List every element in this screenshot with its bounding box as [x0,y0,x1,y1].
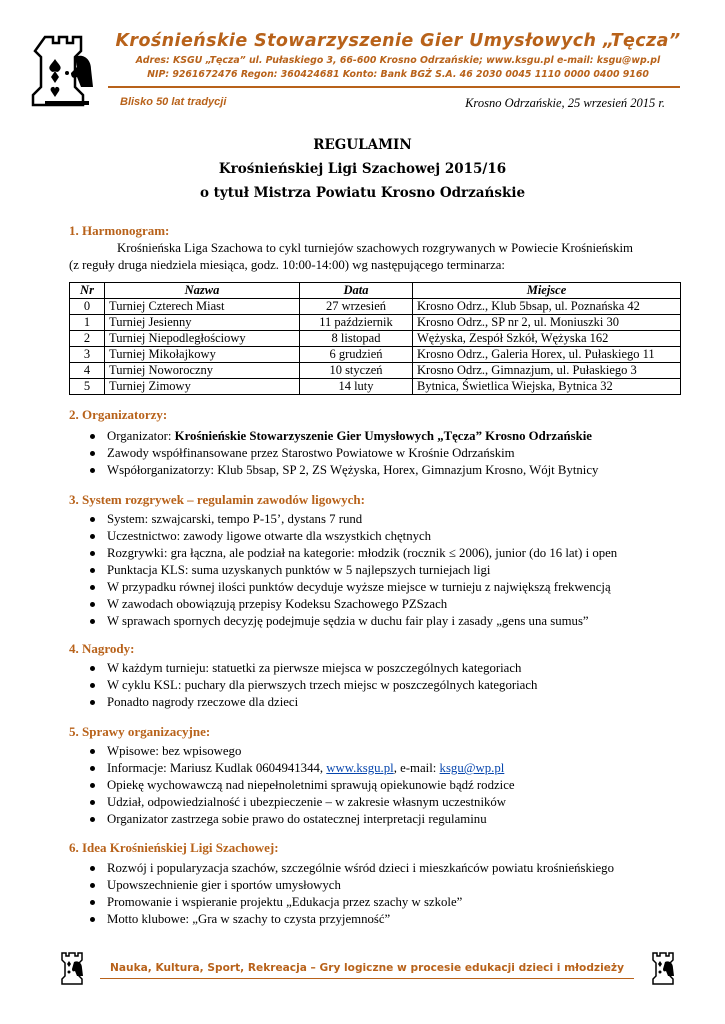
list-item: Upowszechnienie gier i sportów umysłowych [69,877,614,894]
cell-date: 14 luty [300,379,413,395]
cell-name: Turniej Noworoczny [105,363,300,379]
website-link[interactable]: www.ksgu.pl [326,761,394,775]
section-heading-organizational: 5. Sprawy organizacyjne: [69,724,211,739]
cell-date: 8 listopad [300,331,413,347]
cell-date: 11 październik [300,315,413,331]
system-list [69,511,617,630]
list-item: Motto klubowe: „Gra w szachy to czysta przyjemność” [69,911,614,928]
list-item: W zawodach obowiązują przepisy Kodeksu Szachowego PZSzach [69,596,617,613]
col-header-place: Miejsce [413,283,681,299]
org-name: Krośnieńskie Stowarzyszenie Gier Umysłowych „Tęcza” [115,31,681,51]
section-heading-organizers: 2. Organizatorzy: [69,407,168,422]
col-header-name: Nazwa [105,283,300,299]
list-item: W sprawach spornych decyzję podejmuje sędzia w duchu fair play i zasady „gens una sumus” [69,613,617,630]
cell-place: Krosno Odrz., Galeria Horex, ul. Pułaskiego 11 [413,347,681,363]
list-item: Zawody współfinansowane przez Starostwo Powiatowe w Krośnie Odrzańskim [69,445,598,462]
cell-nr: 2 [70,331,105,347]
table-row [70,347,681,363]
org-registration: NIP: 9261672476 Regon: 360424681 Konto: Bank BGŻ S.A. 46 2030 0045 1110 0000 0400 9160 [147,69,649,80]
table-row [70,379,681,395]
cell-nr: 0 [70,299,105,315]
footer-rook-icon [57,950,87,986]
info-email-label: , e-mail: [393,761,440,775]
schedule-table [69,282,681,395]
table-row [70,363,681,379]
section-heading-prizes: 4. Nagrody: [69,641,135,656]
section-heading-idea: 6. Idea Krośnieńskiej Ligi Szachowej: [69,840,279,855]
list-item: Organizator zastrzega sobie prawo do ostatecznej interpretacji regulaminu [69,811,515,828]
list-item: Rozgrywki: gra łączna, ale podział na kategorie: młodzik (rocznik ≤ 2006), junior (do 16 lat) i open [69,545,617,562]
cell-name: Turniej Mikołajkowy [105,347,300,363]
cell-place: Krosno Odrz., SP nr 2, ul. Moniuszki 30 [413,315,681,331]
club-logo-icon [31,29,103,109]
cell-nr: 1 [70,315,105,331]
list-item: Wpisowe: bez wpisowego [69,743,515,760]
list-item: System: szwajcarski, tempo P-15’, dystans 7 rund [69,511,617,528]
org-address: Adres: KSGU „Tęcza” ul. Pułaskiego 3, 66-600 Krosno Odrzańskie; www.ksgu.pl e-mail: ksgu@wp.pl [135,55,661,66]
col-header-nr: Nr [70,283,105,299]
table-row [70,331,681,347]
cell-name: Turniej Zimowy [105,379,300,395]
list-item: W przypadku równej ilości punktów decyduje wyższe miejsce w turnieju z największą frekwencją [69,579,617,596]
idea-list [69,860,614,928]
table-header-row [70,283,681,299]
prizes-list [69,660,537,711]
cell-place: Wężyska, Zespół Szkół, Wężyska 162 [413,331,681,347]
list-item: Opiekę wychowawczą nad niepełnoletnimi sprawują opiekunowie bądź rodzice [69,777,515,794]
table-row [70,315,681,331]
tradition-tagline: Blisko 50 lat tradycji [120,96,227,108]
col-header-date: Data [300,283,413,299]
cell-place: Bytnica, Świetlica Wiejska, Bytnica 32 [413,379,681,395]
cell-place: Krosno Odrz., Klub 5bsap, ul. Poznańska 42 [413,299,681,315]
schedule-intro: Krośnieńska Liga Szachowa to cykl turniejów szachowych rozgrywanych w Powiecie Krośnieńskim [117,241,633,255]
list-item: Udział, odpowiedzialność i ubezpieczenie – w zakresie własnym uczestników [69,794,515,811]
list-item [69,760,515,777]
footer-motto: Nauka, Kultura, Sport, Rekreacja – Gry logiczne w procesie edukacji dzieci i młodzieży [110,962,624,974]
cell-name: Turniej Niepodległościowy [105,331,300,347]
section-heading-schedule: 1. Harmonogram: [69,223,170,238]
footer-divider [100,978,634,979]
cell-name: Turniej Jesienny [105,315,300,331]
table-row [70,299,681,315]
organizers-list [69,428,598,479]
organizer-name: Krośnieńskie Stowarzyszenie Gier Umysłowych „Tęcza” Krosno Odrzańskie [174,429,592,443]
list-item [69,428,598,445]
section-heading-system: 3. System rozgrywek – regulamin zawodów ligowych: [69,492,365,507]
list-item: Ponadto nagrody rzeczowe dla dzieci [69,694,537,711]
doc-subtitle: Krośnieńskiej Ligi Szachowej 2015/16 [218,161,507,177]
cell-date: 6 grudzień [300,347,413,363]
document-date: Krosno Odrzańskie, 25 wrzesień 2015 r. [465,96,665,110]
footer-rook-icon [648,950,678,986]
cell-place: Krosno Odrz., Gimnazjum, ul. Pułaskiego 3 [413,363,681,379]
list-item: Punktacja KLS: suma uzyskanych punktów w 5 najlepszych turniejach ligi [69,562,617,579]
list-item: Uczestnictwo: zawody ligowe otwarte dla wszystkich chętnych [69,528,617,545]
doc-title: REGULAMIN [313,137,412,153]
list-item: W cyklu KSL: puchary dla pierwszych trzech miejsc w poszczególnych kategoriach [69,677,537,694]
organizer-label: Organizator: [107,429,175,443]
cell-date: 27 wrzesień [300,299,413,315]
list-item: W każdym turnieju: statuetki za pierwsze miejsca w poszczególnych kategoriach [69,660,537,677]
cell-date: 10 styczeń [300,363,413,379]
doc-subtitle-2: o tytuł Mistrza Powiatu Krosno Odrzańskie [199,185,526,201]
cell-nr: 4 [70,363,105,379]
cell-name: Turniej Czterech Miast [105,299,300,315]
list-item: Promowanie i wspieranie projektu „Edukacja przez szachy w szkole” [69,894,614,911]
list-item: Rozwój i popularyzacja szachów, szczególnie wśród dzieci i mieszkańców powiatu krośnieńskiego [69,860,614,877]
list-item: Współorganizatorzy: Klub 5bsap, SP 2, ZS Wężyska, Horex, Gimnazjum Krosno, Wójt Bytnicy [69,462,598,479]
email-link[interactable]: ksgu@wp.pl [439,761,505,775]
organizational-list [69,743,515,828]
schedule-intro-2: (z reguły druga niedziela miesiąca, godz. 10:00-14:00) wg następującego terminarza: [69,258,505,272]
cell-nr: 5 [70,379,105,395]
header-divider [108,86,680,88]
info-contact: Informacje: Mariusz Kudlak 0604941344, [107,761,327,775]
cell-nr: 3 [70,347,105,363]
